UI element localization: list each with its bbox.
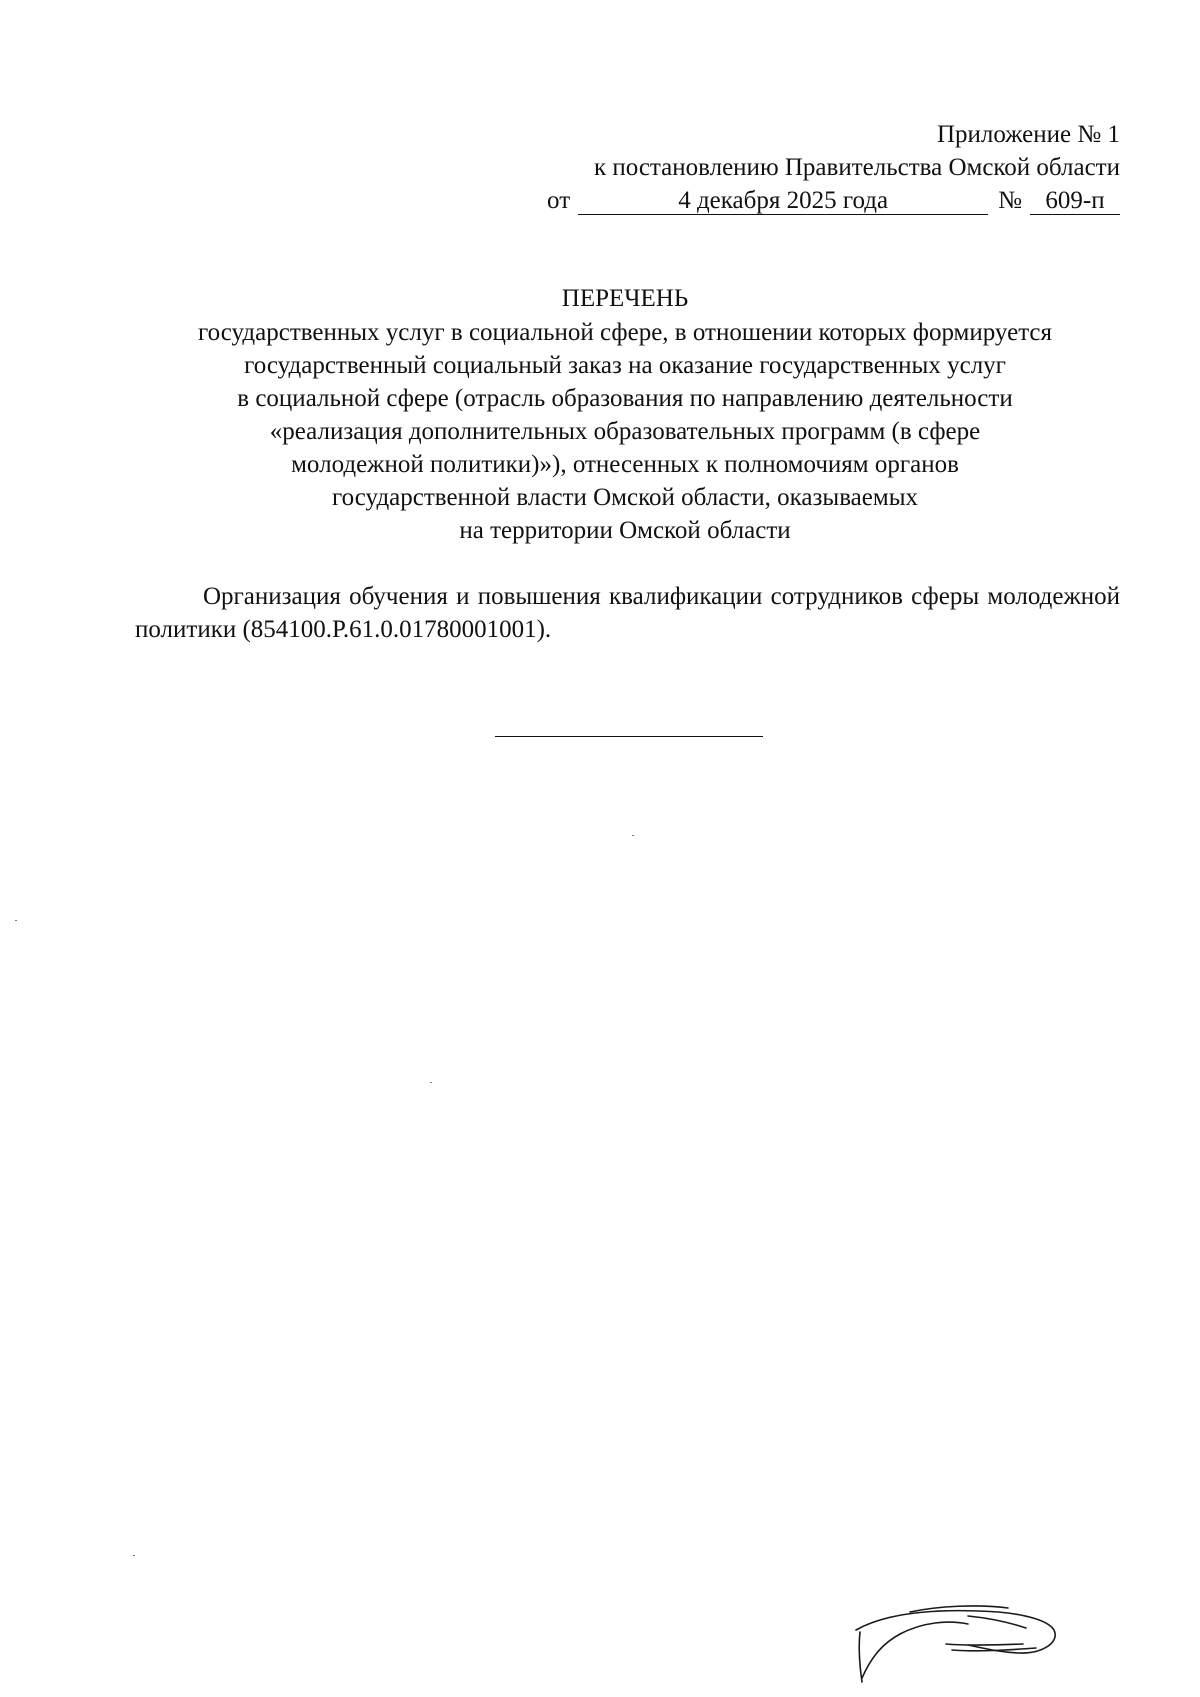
subtitle-line: в социальной сфере (отрасль образования по направлению деятельности [237, 385, 1013, 412]
decree-number: 609-п [1030, 188, 1120, 215]
decree-date: 4 декабря 2025 года [578, 188, 988, 215]
scan-speck [430, 1082, 432, 1083]
end-divider [495, 736, 763, 737]
scan-speck [15, 920, 17, 921]
appendix-subtitle: к постановлению Правительства Омской области [593, 154, 1120, 181]
number-label: № [998, 187, 1022, 214]
signature-icon [848, 1590, 1063, 1685]
subtitle-line: «реализация дополнительных образовательных программ (в сфере [269, 418, 981, 445]
appendix-date-row [547, 186, 1120, 216]
scan-speck [133, 1555, 135, 1556]
subtitle-line: молодежной политики)»), отнесенных к полномочиям органов [291, 451, 959, 478]
body-paragraph: Организация обучения и повышения квалификации сотрудников сферы молодежной политики (854100.Р.61.0.01780001001). [135, 583, 1120, 643]
subtitle-line: на территории Омской области [459, 517, 791, 544]
subtitle-line: государственных услуг в социальной сфере, в отношении которых формируется [197, 319, 1053, 346]
appendix-title: Приложение № 1 [936, 121, 1120, 148]
scan-speck [632, 835, 634, 836]
subtitle-line: государственный социальный заказ на оказание государственных услуг [244, 352, 1006, 379]
document-heading: ПЕРЕЧЕНЬ [561, 285, 689, 312]
from-label: от [547, 187, 571, 214]
subtitle-line: государственной власти Омской области, оказываемых [332, 484, 918, 511]
